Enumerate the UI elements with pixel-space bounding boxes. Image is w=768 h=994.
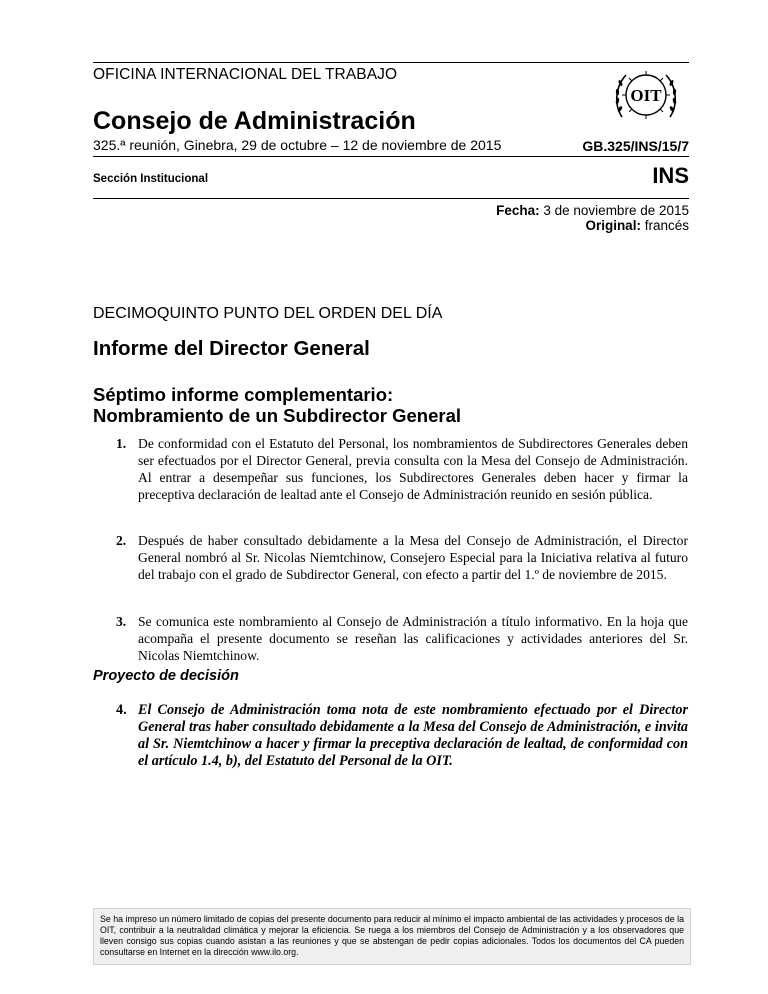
original-value: francés: [644, 218, 689, 233]
paragraph-number: 1.: [116, 436, 127, 451]
paragraph-number: 4.: [116, 702, 127, 718]
organization-name: OFICINA INTERNACIONAL DEL TRABAJO: [93, 66, 398, 83]
document-meta: [496, 203, 689, 233]
date-value: 3 de noviembre de 2015: [543, 203, 689, 218]
report-subtitle: [93, 384, 461, 426]
footer-note: Se ha impreso un número limitado de copias del presente documento para reducir al mínimo el impacto ambiental de las actividades y procesos de la OIT, contribuir a la neutralidad climática y mejorar la eficiencia. Se ruega a los miembros del Consejo de Administración y a los observadores que lleven consigo sus copias cuando asistan a las reuniones y que se abstengan de pedir copias adicionales. Todos los documentos del CA pueden consultarse en Internet en la dirección www.ilo.org.: [93, 908, 691, 965]
original-label: Original:: [585, 218, 641, 233]
draft-decision-heading: Proyecto de decisión: [93, 668, 239, 684]
original-line: [496, 218, 689, 233]
section-name: Sección Institucional: [93, 173, 209, 185]
header-rule: [93, 156, 689, 157]
paragraph-text: Se comunica este nombramiento al Consejo de Administración a título informativo. En la hoja que acompaña el presente documento se reseñan las calificaciones y actividades anteriores del Sr. Nicolas Niemtchinow.: [138, 614, 688, 663]
ilo-logo: [612, 67, 680, 125]
decision-paragraph: [116, 702, 688, 770]
subtitle-line-2: Nombramiento de un Subdirector General: [93, 405, 462, 426]
subtitle-line-1: Séptimo informe complementario:: [93, 384, 394, 405]
logo-text: OIT: [630, 86, 662, 105]
session-info: 325.ª reunión, Ginebra, 29 de octubre – 12 de noviembre de 2015: [93, 137, 502, 153]
section-rule: [93, 198, 689, 199]
document-reference: GB.325/INS/15/7: [582, 138, 689, 154]
date-line: [496, 203, 689, 218]
council-title: Consejo de Administración: [93, 107, 416, 135]
agenda-item: DECIMOQUINTO PUNTO DEL ORDEN DEL DÍA: [93, 305, 443, 322]
paragraph-text: Después de haber consultado debidamente a la Mesa del Consejo de Administración, el Director General nombró al Sr. Nicolas Niemtchinow, Consejero Especial para la Iniciativa relativa al futuro del trabajo con el grado de Subdirector General, con efecto a partir del 1.º de noviembre de 2015.: [138, 533, 688, 582]
decision-text: El Consejo de Administración toma nota de este nombramiento efectuado por el Director General tras haber consultado debidamente a la Mesa del Consejo de Administración, e invita al Sr. Niemtchinow a hacer y firmar la preceptiva declaración de lealtad, de conformidad con el artículo 1.4, b), del Estatuto del Personal de la OIT.: [138, 702, 688, 769]
report-title: Informe del Director General: [93, 337, 370, 360]
paragraph-1: [116, 435, 688, 503]
section-code: INS: [652, 163, 689, 188]
paragraph-2: [116, 532, 688, 583]
paragraph-3: [116, 613, 688, 664]
paragraph-text: De conformidad con el Estatuto del Personal, los nombramientos de Subdirectores Generales deben ser efectuados por el Director General, previa consulta con la Mesa del Consejo de Administración. Al entrar a desempeñar sus funciones, los Subdirectores Generales deben hacer y firmar la preceptiva declaración de lealtad ante el Consejo de Administración reunido en sesión pública.: [138, 436, 688, 502]
paragraph-number: 2.: [116, 533, 127, 548]
top-rule: [93, 62, 689, 63]
date-label: Fecha:: [496, 203, 540, 218]
paragraph-number: 3.: [116, 614, 127, 629]
